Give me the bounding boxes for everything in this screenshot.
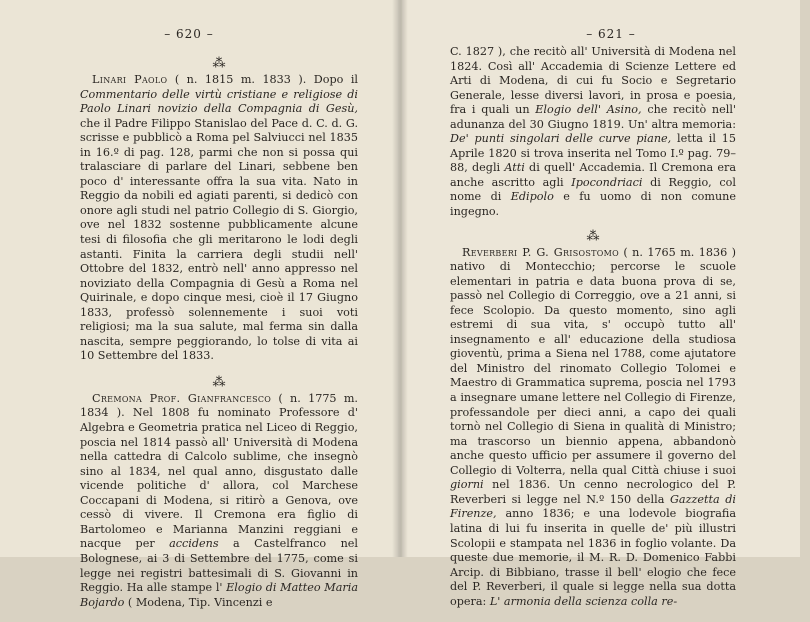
biography-entry: [80, 392, 358, 610]
entry-name: Cremona Prof. Gianfrancesco: [92, 391, 272, 405]
left-page: [0, 0, 398, 609]
text-run: ( n. 1775 m. 1834 ). Nel 1808 fu nominato Professore d' Algebra e Geometria pratica nel Liceo di Reggio, poscia nel 1814 passò all' Università di Modena nella cattedra di Calcolo sublime, che insegnò sino al 1834, nel qual anno, disgustato dalle vicende politiche d' allora, col Marchese Coccapani di Modena, si ritirò a Genova, ove cessò di vivere. Il Cremona era figlio di Bartolomeo e Marianna Manzini reggiani e nacque per: [80, 391, 358, 551]
book-gutter: [392, 0, 408, 557]
italic-title: Gazzetta di Firenze,: [450, 492, 736, 521]
entry-name: Linari Paolo: [92, 73, 168, 86]
text-run: anno 1836; e una lodevole biografia latina di lui fu inserita in quelle de' più illustri Scolopii e stampata nel 1836 in foglio volante. Da queste due memorie, il M. R. D. Domenico Fabbi Arcip. di Bibbiano, trasse il bell' elogio che fece del P. Reverberi, il quale si legge nella sua dotta opera:: [450, 507, 736, 608]
asterism: ⁂: [212, 374, 226, 390]
entry-name: Reverberi P. G. Grisostomo: [462, 245, 619, 259]
right-page: [402, 0, 800, 608]
page-number: – 621 –: [586, 27, 636, 41]
italic-title: giorni: [450, 478, 484, 492]
text-run: e fu uomo di non comune ingegno.: [450, 190, 736, 219]
asterism: ⁂: [212, 56, 226, 71]
page-content: [80, 57, 358, 622]
text-run: a Castelfranco nel Bolognese, ai 3 di Settembre del 1775, come si legge nei registri battesimali di S. Giovanni in Reggio. Ha alle stampe l': [80, 537, 358, 595]
text-run: che recitò nell' adunanza del 30 Giugno 1819. Un' altra memoria:: [450, 103, 736, 131]
page-number: – 620 –: [164, 27, 214, 41]
text-run: letta il 15 Aprile 1820 si trova inserita nel Tomo I.º pag. 79–88, degli: [450, 132, 736, 175]
page-content: [450, 45, 736, 621]
italic-title: Edipolo: [510, 190, 554, 204]
text-run: ( Modena, Tip. Vincenzi e: [124, 595, 273, 609]
continuation-paragraph: [450, 45, 736, 220]
italic-title: Commentario delle virtù cristiane e religiose di Paolo Linari novizio della Compagnia di Gesù,: [80, 87, 358, 116]
text-run: ( n. 1765 m. 1836 ) nativo di Montecchio; percorse le scuole elementari in patria e data buona prova di se, passò nel Collegio di Correggio, ove a 21 anni, si fece Scolopio. Da questo momento, sino agli estremi di sua vita, s' occupò tutto all' insegnamento e all' educazione della studiosa gioventù, prima a Siena nel 1788, come ajutatore del Ministro del rinomato Collegio Tolomei e Maestro di Grammatica suprema, poscia nel 1793 a insegnare umane lettere nel Collegio di Firenze, professandole per dieci anni, a capo dei quali tornò nel Collegio di Siena in qualità di Ministro; ma trascorso un biennio appena, abbandonò anche questo ufficio per assumere il governo del Collegio di Volterra, nella qual Città chiuse i suoi: [450, 245, 736, 477]
biography-entry: [450, 246, 736, 610]
italic-title: Atti: [504, 161, 525, 175]
italic-title: De' punti singolari delle curve piane,: [450, 132, 672, 146]
asterism: ⁂: [586, 228, 600, 244]
italic-title: L' armonia della scienza colla re-: [489, 594, 678, 608]
text-run: di Reggio, col nome di: [450, 175, 736, 204]
text-run: C. 1827 ), che recitò all' Università di Modena nel 1824. Così all' Accademia di Scienze Lettere ed Arti di Modena, di cui fu Socio e Segretario Generale, lesse diversi lavori, in prosa e poesia, fra i quali un: [450, 45, 736, 117]
italic-title: accidens: [169, 537, 219, 551]
biography-entry: [80, 73, 358, 364]
italic-title: Elogio dell' Asino,: [535, 103, 642, 117]
text-run: di quell' Accademia. Il Cremona era anche ascritto agli: [450, 161, 736, 189]
italic-title: Ipocondriaci: [571, 175, 643, 189]
italic-title: Elogio di Matteo Maria Bojardo: [80, 581, 358, 609]
text-run: ( n. 1815 m. 1833 ). Dopo il: [167, 73, 358, 86]
text-run: nel 1836. Un cenno necrologico del P. Reverberi si legge nel N.º 150 della: [450, 478, 736, 506]
text-run: che il Padre Filippo Stanislao del Pace d. C. d. G. scrisse e pubblicò a Roma pel Salviucci nel 1835 in 16.º di pag. 128, parmi che non si possa qui tralasciare di parlare del Linari, sebbene ben poco d' interessante offra la sua vita. Nato in Reggio da nobili ed agiati parenti, si dedicò con onore agli studi nel patrio Collegio di S. Giorgio, ove nel 1832 sostenne pubblicamente alcune tesi di filosofia che gli meritarono le lodi degli astanti. Finita la carriera degli studii nell' Ottobre del 1832, entrò nell' anno appresso nel noviziato della Compagnia di Gesù a Roma nel Quirinale, e dopo cinque mesi, cioè il 17 Giugno 1833, professò solennemente i suoi voti religiosi; ma la sua salute, mal ferma sin dalla nascita, sempre peggiorando, lo tolse di vita ai 10 Settembre del 1833.: [80, 116, 358, 363]
